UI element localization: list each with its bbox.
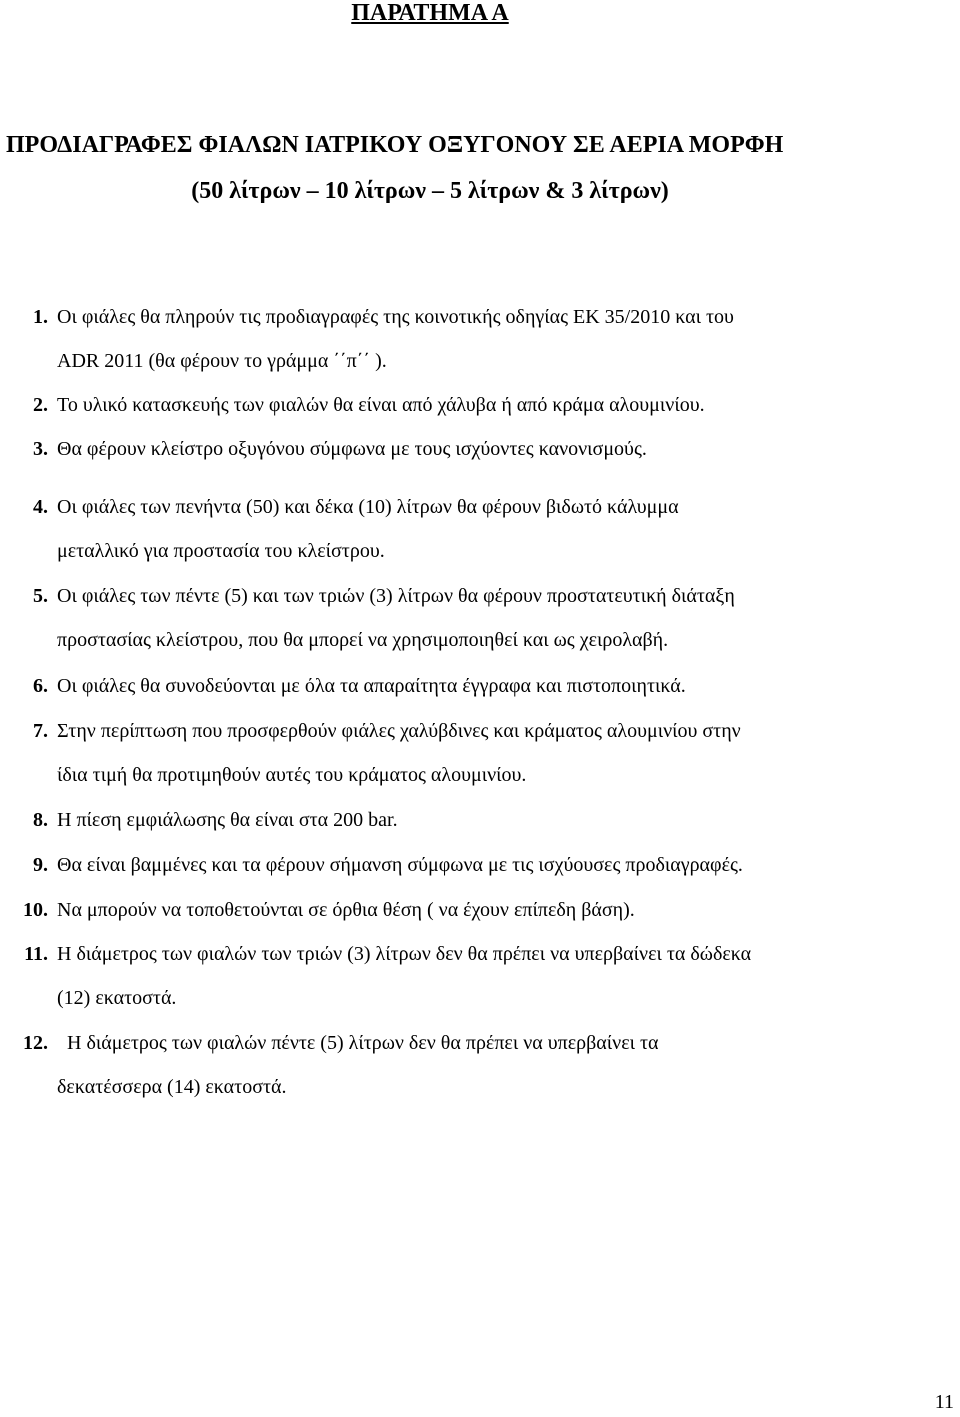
item-line: Οι φιάλες των πέντε (5) και των τριών (3) λίτρων θα φέρουν προστατευτική διάταξη bbox=[57, 585, 735, 607]
item-line: Η διάμετρος των φιαλών των τριών (3) λίτρων δεν θα πρέπει να υπερβαίνει τα δώδεκα bbox=[57, 943, 752, 965]
item-line: Η διάμετρος των φιαλών πέντε (5) λίτρων δεν θα πρέπει να υπερβαίνει τα bbox=[57, 1032, 659, 1054]
item-number: 3. bbox=[33, 438, 48, 460]
item-line: Οι φιάλες θα πληρούν τις προδιαγραφές της κοινοτικής οδηγίας ΕΚ 35/2010 και του bbox=[57, 306, 734, 328]
item-line: μεταλλικό για προστασία του κλείστρου. bbox=[57, 540, 385, 562]
page-number: 11 bbox=[934, 1391, 954, 1413]
item-line: ADR 2011 (θα φέρουν το γράμμα ΄΄π΄΄ ). bbox=[57, 350, 387, 372]
item-number: 4. bbox=[33, 496, 48, 518]
item-number: 1. bbox=[33, 306, 48, 328]
item-number: 10. bbox=[23, 899, 48, 921]
item-line: Θα είναι βαμμένες και τα φέρουν σήμανση σύμφωνα με τις ισχύουσες προδιαγραφές. bbox=[57, 854, 743, 876]
appendix-title: ΠΑΡΑΤΗΜΑ Α bbox=[351, 0, 509, 26]
spec-subtitle: (50 λίτρων – 10 λίτρων – 5 λίτρων & 3 λίτρων) bbox=[191, 178, 669, 204]
item-line: Θα φέρουν κλείστρο οξυγόνου σύμφωνα με τους ισχύοντες κανονισμούς. bbox=[57, 438, 647, 460]
spec-title: ΠΡΟΔΙΑΓΡΑΦΕΣ ΦΙΑΛΩΝ ΙΑΤΡΙΚΟΥ ΟΞΥΓΟΝΟΥ ΣΕ ΑΕΡΙΑ ΜΟΡΦΗ bbox=[6, 132, 784, 158]
item-line: Οι φιάλες των πενήντα (50) και δέκα (10) λίτρων θα φέρουν βιδωτό κάλυμμα bbox=[57, 496, 679, 518]
item-line: Το υλικό κατασκευής των φιαλών θα είναι από χάλυβα ή από κράμα αλουμινίου. bbox=[57, 394, 705, 416]
item-number: 6. bbox=[33, 675, 48, 697]
item-line: (12) εκατοστά. bbox=[57, 987, 177, 1009]
item-line: Να μπορούν να τοποθετούνται σε όρθια θέση ( να έχουν επίπεδη βάση). bbox=[57, 899, 635, 921]
item-number: 11. bbox=[24, 943, 48, 965]
item-number: 5. bbox=[33, 585, 48, 607]
item-line: ίδια τιμή θα προτιμηθούν αυτές του κράματος αλουμινίου. bbox=[57, 764, 527, 786]
item-number: 9. bbox=[33, 854, 48, 876]
item-line: Οι φιάλες θα συνοδεύονται με όλα τα απαραίτητα έγγραφα και πιστοποιητικά. bbox=[57, 675, 686, 697]
item-number: 8. bbox=[33, 809, 48, 831]
item-line: Στην περίπτωση που προσφερθούν φιάλες χαλύβδινες και κράματος αλουμινίου στην bbox=[57, 720, 741, 742]
item-line: δεκατέσσερα (14) εκατοστά. bbox=[57, 1076, 287, 1098]
item-line: προστασίας κλείστρου, που θα μπορεί να χρησιμοποιηθεί και ως χειρολαβή. bbox=[57, 629, 669, 651]
item-number: 2. bbox=[33, 394, 48, 416]
item-number: 12. bbox=[23, 1032, 48, 1054]
item-line: Η πίεση εμφιάλωσης θα είναι στα 200 bar. bbox=[57, 809, 398, 831]
item-number: 7. bbox=[33, 720, 48, 742]
